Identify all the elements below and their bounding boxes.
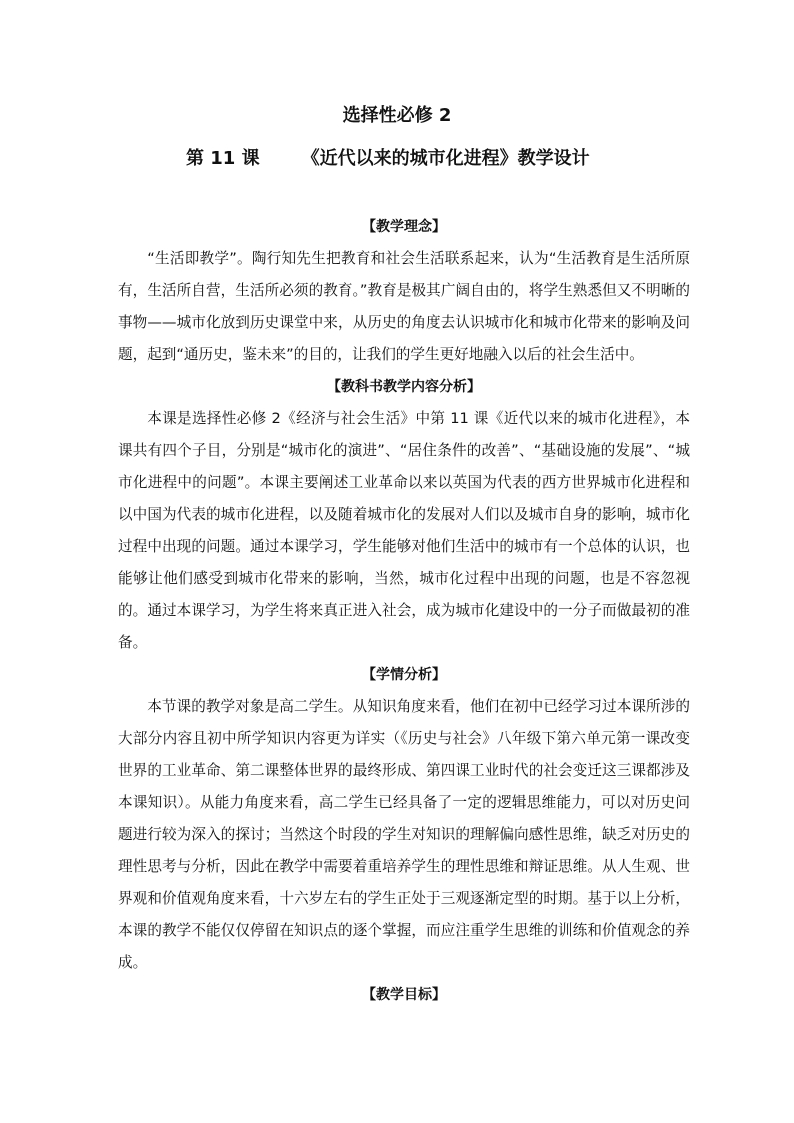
section-paragraph: “生活即教学”。陶行知先生把教育和社会生活联系起来，认为“生活教育是生活所原有，生活所自营，生活所必须的教育。”教育是极其广阔自由的，将学生熟悉但又不明晰的事物——城市化放到历史课堂中来，从历史的角度去认识城市化和城市化带来的影响及问题，起到“通历史，鉴未来”的目的，让我们的学生更好地融入以后的社会生活中。 [118, 250, 690, 363]
lesson-title [186, 147, 590, 171]
section-heading: 【教科书教学内容分析】 [327, 379, 481, 395]
section-paragraph: 本节课的教学对象是高二学生。从知识角度来看，他们在初中已经学习过本课所涉的大部分内容且初中所学知识内容更为详实（《历史与社会》八年级下第六单元第一课改变世界的工业革命、第二课整体世界的最终形成、第四课工业时代的社会变迁这三课都涉及本课知识）。从能力角度来看，高二学生已经具备了一定的逻辑思维能力，可以对历史问题进行较为深入的探讨；当然这个时段的学生对知识的理解偏向感性思维，缺乏对历史的理性思考与分析，因此在教学中需要着重培养学生的理性思维和辩证思维。从人生观、世界观和价值观角度来看，十六岁左右的学生正处于三观逐渐定型的时期。基于以上分析，本课的教学不能仅仅停留在知识点的逐个掌握，而应注重学生思维的训练和价值观念的养成。 [118, 698, 690, 971]
lesson-name: 《近代以来的城市化进程》教学设计 [301, 148, 590, 169]
document-body [118, 211, 690, 1011]
section-heading: 【教学理念】 [362, 219, 446, 235]
section-teaching-philosophy [118, 211, 690, 371]
section-heading: 【学情分析】 [362, 667, 446, 683]
section-heading: 【教学目标】 [362, 987, 446, 1003]
section-student-analysis [118, 659, 690, 979]
section-teaching-goals [118, 979, 690, 1011]
section-paragraph: 本课是选择性必修 2《经济与社会生活》中第 11 课《近代以来的城市化进程》，本课共有四个子目，分别是“城市化的演进”、“居住条件的改善”、“基础设施的发展”、“城市化进程中的问题”。本课主要阐述工业革命以来以英国为代表的西方世界城市化进程和以中国为代表的城市化进程，以及随着城市化的发展对人们以及城市自身的影响，城市化过程中出现的问题。通过本课学习，学生能够对他们生活中的城市有一个总体的认识，也能够让他们感受到城市化带来的影响，当然，城市化过程中出现的问题，也是不容忽视的。通过本课学习，为学生将来真正进入社会，成为城市化建设中的一分子而做最初的准备。 [118, 410, 690, 651]
course-title: 选择性必修 2 [342, 105, 452, 126]
section-textbook-analysis [118, 371, 690, 659]
lesson-number: 第 11 课 [186, 148, 260, 169]
